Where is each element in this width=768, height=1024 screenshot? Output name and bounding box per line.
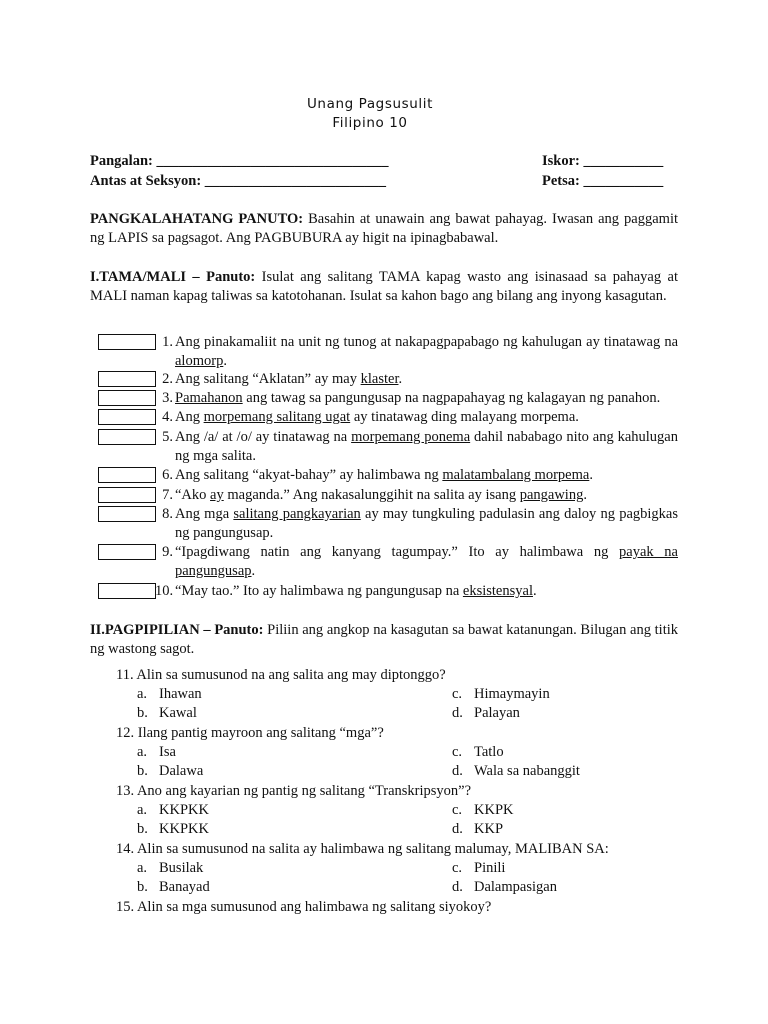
answer-box[interactable] (98, 334, 156, 350)
date-field[interactable]: Petsa: ___________ (542, 173, 664, 189)
question: 12. Ilang pantig mayroon ang salitang “mga”? (116, 725, 384, 741)
choice-letter: a. (137, 744, 148, 760)
underlined-term: salitang pangkayarian (233, 506, 361, 522)
choice-d[interactable] (452, 878, 557, 897)
underlined-term: malatambalang morpema (442, 467, 590, 483)
choice-b[interactable] (137, 704, 197, 723)
answer-box[interactable] (98, 409, 156, 425)
choice-letter: b. (137, 879, 148, 895)
choice-b[interactable] (137, 878, 210, 897)
choice-text: KKPK (474, 802, 514, 818)
item-statement: Ang salitang “akyat-bahay” ay halimbawa ng malatambalang morpema. (175, 467, 593, 483)
choice-text: Banayad (159, 879, 210, 895)
question: 15. Alin sa mga sumusunod ang halimbawa ng salitang siyokoy? (116, 899, 492, 915)
item-statement: Ang morpemang salitang ugat ay tinatawag ding malayang morpema. (175, 409, 579, 425)
choice-c[interactable] (452, 685, 550, 704)
choice-text: Ihawan (159, 686, 202, 702)
item-number: 3. (162, 390, 173, 406)
item-statement: Ang pinakamaliit na unit ng tunog at nakapagpapabago ng kahulugan ay tinatawag na alomorp. (175, 334, 678, 369)
part1-title: TAMA/MALI – Panuto: (99, 269, 256, 285)
underlined-term: alomorp (175, 353, 224, 369)
choice-d[interactable] (452, 762, 580, 781)
underlined-term: eksistensyal (462, 583, 533, 599)
item-number: 7. (162, 487, 173, 503)
item-statement: Pamahanon ang tawag sa pangungusap na nagpapahayag ng kalagayan ng panahon. (175, 390, 661, 406)
item-number: 8. (162, 506, 173, 522)
choice-letter: c. (452, 802, 463, 818)
choice-text: KKPKK (159, 802, 209, 818)
item-statement: “Ako ay maganda.” Ang nakasalunggihit na salita ay isang pangawing. (175, 487, 587, 503)
choice-letter: d. (452, 763, 463, 779)
item-statement: Ang mga salitang pangkayarian ay may tungkuling padulasin ang daloy ng pagbigkas ng pangungusap. (175, 506, 679, 541)
choice-letter: b. (137, 763, 148, 779)
item-number: 2. (162, 371, 173, 387)
choice-text: Kawal (159, 705, 197, 721)
choice-b[interactable] (137, 820, 209, 839)
choice-d[interactable] (452, 820, 503, 839)
choice-b[interactable] (137, 762, 203, 781)
question: 13. Ano ang kayarian ng pantig ng salitang “Transkripsyon”? (116, 783, 472, 799)
choice-text: Dalampasigan (474, 879, 557, 895)
choice-a[interactable] (137, 859, 203, 878)
choice-letter: a. (137, 860, 148, 876)
choice-text: Himaymayin (474, 686, 550, 702)
underlined-term: pangawing (519, 487, 584, 503)
choice-text: KKP (474, 821, 504, 837)
question: 14. Alin sa sumusunod na salita ay halimbawa ng salitang malumay, MALIBAN SA: (116, 841, 609, 857)
choice-a[interactable] (137, 685, 202, 704)
choice-a[interactable] (137, 743, 176, 762)
name-field[interactable]: Pangalan: ________________________________ (90, 153, 389, 169)
choice-d[interactable] (452, 704, 520, 723)
section-field[interactable]: Antas at Seksyon: _________________________ (90, 173, 387, 189)
underlined-term: Pamahanon (175, 390, 243, 406)
choice-letter: a. (137, 802, 148, 818)
answer-box[interactable] (98, 467, 156, 483)
item-number: 10. (155, 583, 174, 599)
choice-letter: c. (452, 860, 463, 876)
underlined-term: klaster (360, 371, 399, 387)
general-instructions (90, 210, 678, 248)
part1-instructions: Isulat ang salitang TAMA kapag wasto ang isinasaad sa pahayag at MALI naman kapag taliwas sa katotohanan. Isulat sa kahon bago ang bilang ang inyong kasagutan. (90, 269, 678, 304)
answer-box[interactable] (98, 583, 156, 599)
question: 11. Alin sa sumusunod na ang salita ang may diptonggo? (116, 667, 446, 683)
choice-text: Wala sa nabanggit (474, 763, 580, 779)
choice-text: Isa (159, 744, 176, 760)
general-instructions-text: Basahin at unawain ang bawat pahayag. Iwasan ang paggamit ng LAPIS sa pagsagot. Ang PAGBUBURA ay higit na ipinagbabawal. (90, 211, 678, 246)
answer-box[interactable] (98, 544, 156, 560)
choice-text: Palayan (474, 705, 520, 721)
underlined-term: ay (210, 487, 224, 503)
choice-text: KKPKK (159, 821, 209, 837)
exam-title: Unang Pagsusulit (306, 96, 434, 112)
choice-letter: d. (452, 705, 463, 721)
choice-letter: d. (452, 821, 463, 837)
item-statement: Ang salitang “Aklatan” ay may klaster. (175, 371, 403, 387)
part2-title: PAGPIPILIAN – Panuto: (104, 622, 264, 638)
choice-letter: c. (452, 686, 463, 702)
item-number: 9. (162, 544, 173, 560)
choice-text: Dalawa (159, 763, 204, 779)
answer-box[interactable] (98, 371, 156, 387)
item-number: 6. (162, 467, 173, 483)
choice-a[interactable] (137, 801, 209, 820)
choice-text: Pinili (474, 860, 506, 876)
answer-box[interactable] (98, 506, 156, 522)
exam-subject: Filipino 10 (332, 115, 408, 131)
item-statement: “May tao.” Ito ay halimbawa ng pangungusap na eksistensyal. (175, 583, 537, 599)
choice-letter: a. (137, 686, 148, 702)
choice-letter: b. (137, 705, 148, 721)
choice-text: Busilak (159, 860, 204, 876)
item-number: 1. (162, 334, 173, 350)
choice-letter: c. (452, 744, 463, 760)
part1-number: I. (90, 269, 100, 285)
underlined-term: payak na pangungusap (175, 544, 678, 579)
general-instructions-label: PANGKALAHATANG PANUTO: (90, 211, 304, 227)
item-number: 5. (162, 429, 173, 445)
part1-heading (90, 268, 678, 306)
choice-letter: d. (452, 879, 463, 895)
part2-instructions: Piliin ang angkop na kasagutan sa bawat katanungan. Bilugan ang titik ng wastong sagot. (90, 622, 679, 657)
underlined-term: morpemang ponema (351, 429, 471, 445)
part2-heading (90, 621, 678, 659)
choice-letter: b. (137, 821, 148, 837)
item-statement: “Ipagdiwang natin ang kanyang tagumpay.” Ito ay halimbawa ng payak na pangungusap. (175, 544, 678, 579)
choice-text: Tatlo (474, 744, 504, 760)
choice-c[interactable] (452, 801, 513, 820)
choice-c[interactable] (452, 859, 505, 878)
answer-box[interactable] (98, 390, 156, 406)
answer-box[interactable] (98, 487, 156, 503)
part2-number: II. (90, 622, 105, 638)
score-field[interactable]: Iskor: ___________ (542, 153, 664, 169)
item-number: 4. (162, 409, 173, 425)
underlined-term: morpemang salitang ugat (203, 409, 351, 425)
choice-c[interactable] (452, 743, 504, 762)
item-statement: Ang /a/ at /o/ ay tinatawag na morpemang ponema dahil nababago nito ang kahulugan ng mga salita. (175, 429, 678, 464)
answer-box[interactable] (98, 429, 156, 445)
